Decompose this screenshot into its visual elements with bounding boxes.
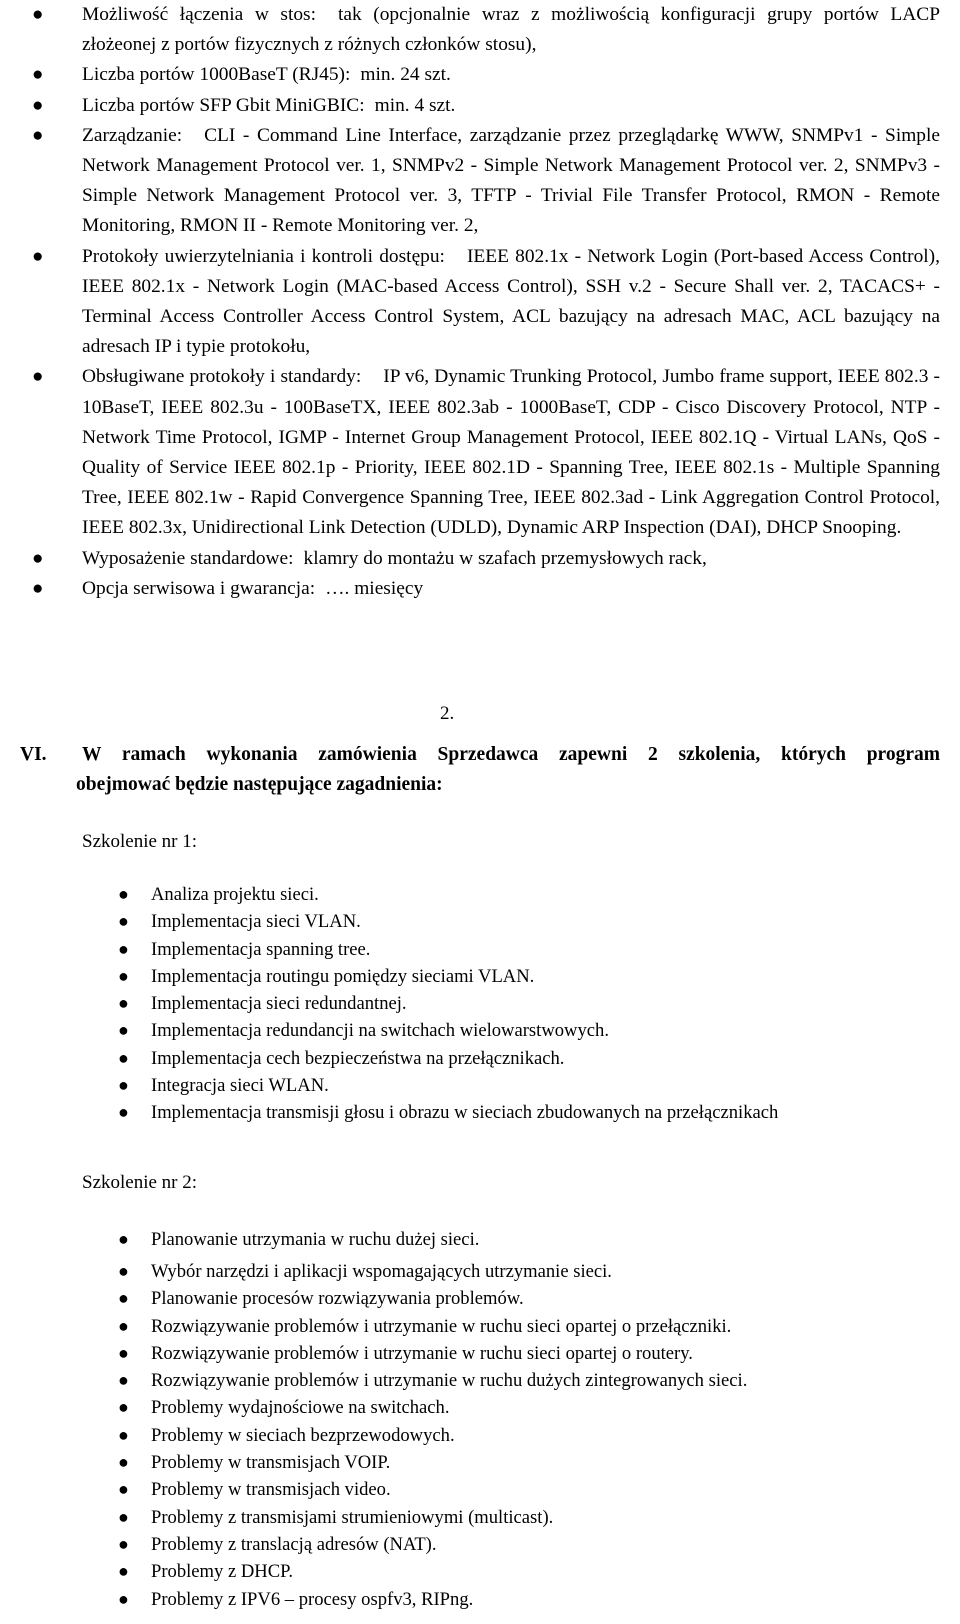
spec-item (0, 60, 960, 90)
bullet-icon: ● (118, 965, 129, 986)
list-item (0, 1045, 960, 1072)
spec-label: Liczba portów SFP Gbit MiniGBIC: (82, 94, 365, 116)
bullet-icon: ● (118, 1479, 129, 1500)
list-item-text: Problemy z translacją adresów (NAT). (151, 1533, 437, 1555)
list-item (0, 1340, 960, 1367)
list-item-text: Problemy z DHCP. (151, 1561, 294, 1583)
list-item-text: Implementacja transmisji głosu i obrazu w sieciach zbudowanych na przełącznikach (151, 1102, 779, 1124)
spec-item (0, 574, 960, 604)
bullet-icon: ● (118, 1020, 129, 1041)
bullet-icon: ● (118, 1452, 129, 1473)
list-item (0, 1099, 960, 1126)
spec-item (0, 0, 960, 60)
list-item (0, 1226, 960, 1258)
bullet-icon: ● (32, 547, 44, 569)
bullet-icon: ● (118, 1533, 129, 1554)
list-item (0, 936, 960, 963)
bullet-icon: ● (32, 366, 44, 388)
list-item-text: Rozwiązywanie problemów i utrzymanie w ruchu sieci opartej o przełączniki. (151, 1315, 732, 1337)
spec-item (0, 362, 960, 543)
bullet-icon: ● (118, 993, 129, 1014)
spec-label: Możliwość łączenia w stos: (82, 4, 316, 25)
bullet-icon: ● (118, 1397, 129, 1418)
list-item-text: Implementacja cech bezpieczeństwa na przełącznikach. (151, 1047, 565, 1069)
spec-value: klamry do montażu w szafach przemysłowych rack, (303, 547, 707, 569)
list-item (0, 990, 960, 1017)
section-title-line: obejmować będzie następujące zagadnienia: (76, 774, 443, 795)
list-item-text: Rozwiązywanie problemów i utrzymanie w ruchu sieci opartej o routery. (151, 1342, 693, 1364)
page-number: 2. (440, 703, 455, 724)
list-item-text: Problemy w transmisjach VOIP. (151, 1452, 391, 1474)
bullet-icon: ● (118, 1588, 129, 1609)
bullet-icon: ● (118, 1424, 129, 1445)
list-item (0, 1285, 960, 1312)
spec-item (0, 121, 960, 242)
bullet-icon: ● (118, 1342, 129, 1363)
list-item-text: Implementacja sieci redundantnej. (151, 993, 407, 1015)
bullet-icon: ● (118, 1047, 129, 1068)
list-item (0, 1017, 960, 1044)
list-item (0, 963, 960, 990)
spec-value: tak (opcjonalnie wraz z możliwością konfiguracji grupy portów LACP złożeonej z portów fizycznych z różnych członków stosu), (82, 4, 940, 56)
spec-item (0, 544, 960, 574)
list-item-text: Analiza projektu sieci. (151, 884, 319, 905)
bullet-icon: ● (118, 911, 129, 932)
list-item-text: Implementacja routingu pomiędzy sieciami VLAN. (151, 965, 535, 987)
list-item (0, 1449, 960, 1476)
list-item (0, 1367, 960, 1394)
list-item (0, 1258, 960, 1285)
list-item (0, 1504, 960, 1531)
bullet-icon: ● (32, 124, 44, 146)
bullet-icon: ● (32, 245, 44, 267)
list-item-text: Planowanie procesów rozwiązywania problemów. (151, 1288, 524, 1310)
spec-item (0, 91, 960, 121)
list-item-text: Wybór narzędzi i aplikacji wspomagających utrzymanie sieci. (151, 1261, 612, 1282)
bullet-icon: ● (118, 1315, 129, 1336)
bullet-icon: ● (118, 1506, 129, 1527)
spec-value: …. miesięcy (325, 577, 424, 599)
spec-item (0, 242, 960, 363)
bullet-icon: ● (118, 1261, 129, 1281)
spec-label: Liczba portów 1000BaseT (RJ45): (82, 64, 351, 86)
training-2-list (0, 1226, 960, 1613)
spec-label: Protokoły uwierzytelniania i kontroli dostępu: (82, 245, 445, 267)
spec-label: Obsługiwane protokoły i standardy: (82, 366, 362, 388)
section-number: VI. (20, 744, 47, 765)
spec-label: Zarządzanie: (82, 124, 183, 146)
section-title-line: W ramach wykonania zamówienia Sprzedawca zapewni 2 szkolenia, których program (82, 744, 940, 765)
list-item (0, 1586, 960, 1613)
list-item (0, 1422, 960, 1449)
list-item-text: Integracja sieci WLAN. (151, 1075, 329, 1097)
bullet-icon: ● (118, 1075, 129, 1096)
list-item (0, 1313, 960, 1340)
spec-value: CLI - Command Line Interface, zarządzanie przez przeglądarkę WWW, SNMPv1 - Simple Network Management Protocol ver. 1, SNMPv2 - Simple Network Management Protocol ver. 2, SNMPv3 - Simple Network Management Protocol ver. 3, TFTP - Trivial File Transfer Protocol, RMON - Remote Monitoring, RMON II - Remote Monitoring ver. 2, (82, 124, 940, 237)
spec-label: Opcja serwisowa i gwarancja: (82, 577, 316, 599)
bullet-icon: ● (118, 1288, 129, 1309)
list-item-text: Problemy wydajnościowe na switchach. (151, 1397, 450, 1419)
bullet-icon: ● (118, 1561, 129, 1582)
list-item-text: Implementacja sieci VLAN. (151, 911, 361, 933)
list-item (0, 1531, 960, 1558)
bullet-icon: ● (32, 64, 44, 86)
list-item-text: Problemy z IPV6 – procesy ospfv3, RIPng. (151, 1588, 474, 1610)
spec-value: min. 4 szt. (374, 94, 456, 116)
list-item-text: Problemy w transmisjach video. (151, 1479, 391, 1501)
list-item (0, 1558, 960, 1585)
spec-value: min. 24 szt. (360, 64, 451, 86)
list-item (0, 1476, 960, 1503)
bullet-icon: ● (118, 1229, 129, 1249)
list-item (0, 881, 960, 908)
list-item (0, 1394, 960, 1421)
spec-value: IEEE 802.1x - Network Login (Port-based Access Control), IEEE 802.1x - Network Login (MAC-based Access Control), SSH v.2 - Secure Shall ver. 2, TACACS+ - Terminal Access Controller Access Control System, ACL bazujący na adresach MAC, ACL bazujący na adresach IP i typie protokołu, (82, 245, 940, 358)
list-item-text: Implementacja spanning tree. (151, 938, 371, 960)
bullet-icon: ● (118, 884, 129, 904)
list-item (0, 908, 960, 935)
spec-value: IP v6, Dynamic Trunking Protocol, Jumbo frame support, IEEE 802.3 - 10BaseT, IEEE 802.3u - 100BaseTX, IEEE 802.3ab - 1000BaseT, CDP - Cisco Discovery Protocol, NTP - Network Time Protocol, IGMP - Internet Group Management Protocol, IEEE 802.1Q - Virtual LANs, QoS - Quality of Service IEEE 802.1p - Priority, IEEE 802.1D - Spanning Tree, IEEE 802.1s - Multiple Spanning Tree, IEEE 802.1w - Rapid Convergence Spanning Tree, IEEE 802.3ad - Link Aggregation Control Protocol, IEEE 802.3x, Unidirectional Link Detection (UDLD), Dynamic ARP Inspection (DAI), DHCP Snooping. (82, 366, 940, 539)
list-item-text: Planowanie utrzymania w ruchu dużej sieci. (151, 1229, 480, 1250)
bullet-icon: ● (32, 94, 44, 116)
section-title (76, 740, 940, 800)
list-item-text: Problemy z transmisjami strumieniowymi (multicast). (151, 1506, 554, 1528)
spec-list (0, 0, 960, 604)
bullet-icon: ● (32, 577, 44, 599)
list-item (0, 1072, 960, 1099)
spec-label: Wyposażenie standardowe: (82, 547, 294, 569)
list-item-text: Rozwiązywanie problemów i utrzymanie w ruchu dużych zintegrowanych sieci. (151, 1370, 748, 1392)
bullet-icon: ● (32, 4, 44, 25)
training-2-heading: Szkolenie nr 2: (82, 1172, 198, 1193)
bullet-icon: ● (118, 1370, 129, 1391)
bullet-icon: ● (118, 938, 129, 959)
training-1-heading: Szkolenie nr 1: (82, 831, 198, 852)
list-item-text: Implementacja redundancji na switchach wielowarstwowych. (151, 1020, 609, 1042)
list-item-text: Problemy w sieciach bezprzewodowych. (151, 1424, 455, 1446)
training-1-list (0, 881, 960, 1127)
bullet-icon: ● (118, 1102, 129, 1123)
